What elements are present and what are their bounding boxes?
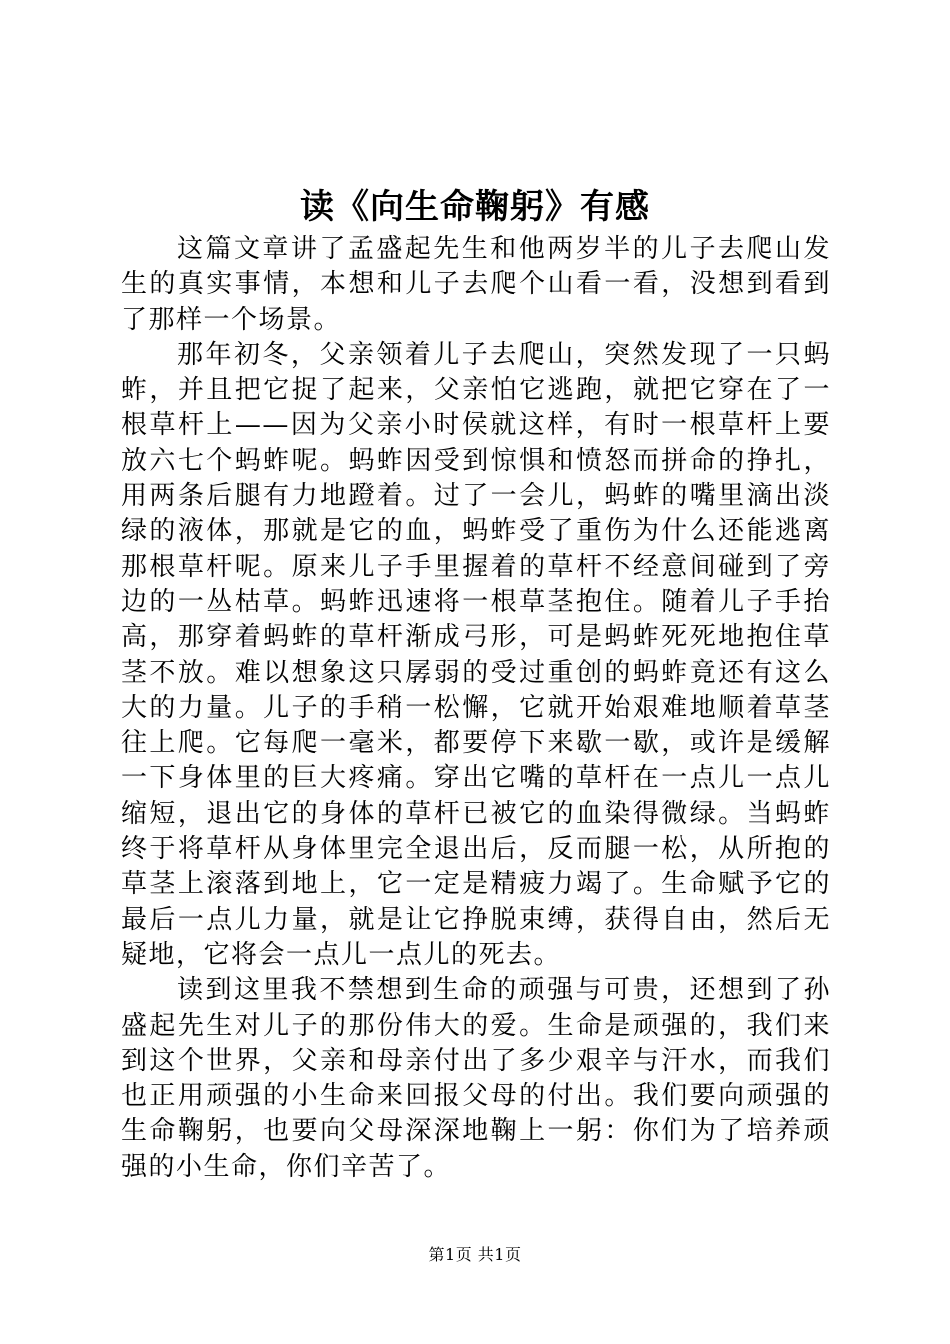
document-body <box>121 232 831 1185</box>
paragraph-reflection: 读到这里我不禁想到生命的顽强与可贵，还想到了孙盛起先生对儿子的那份伟大的爱。生命是顽强的，我们来到这个世界，父亲和母亲付出了多少艰辛与汗水，而我们也正用顽强的小生命来回报父母的付出。我们要向顽强的生命鞠躬，也要向父母深深地鞠上一躬：你们为了培养顽强的小生命，你们辛苦了。 <box>121 975 831 1182</box>
document-title: 读《向生命鞠躬》有感 <box>300 187 650 227</box>
paragraph-story: 那年初冬，父亲领着儿子去爬山，突然发现了一只蚂蚱，并且把它捉了起来，父亲怕它逃跑，就把它穿在了一根草杆上——因为父亲小时侯就这样，有时一根草杆上要放六七个蚂蚱呢。蚂蚱因受到惊惧和愤怒而拼命的挣扎，用两条后腿有力地蹬着。过了一会儿，蚂蚱的嘴里滴出淡绿的液体，那就是它的血，蚂蚱受了重伤为什么还能逃离那根草杆呢。原来儿子手里握着的草杆不经意间碰到了旁边的一丛枯草。蚂蚱迅速将一根草茎抱住。随着儿子手抬高，那穿着蚂蚱的草杆渐成弓形，可是蚂蚱死死地抱住草茎不放。难以想象这只孱弱的受过重创的蚂蚱竟还有这么大的力量。儿子的手稍一松懈，它就开始艰难地顺着草茎往上爬。它每爬一毫米，都要停下来歇一歇，或许是缓解一下身体里的巨大疼痛。穿出它嘴的草杆在一点儿一点儿缩短，退出它的身体的草杆已被它的血染得微绿。当蚂蚱终于将草杆从身体里完全退出后，反而腿一松，从所抱的草茎上滚落到地上，它一定是精疲力竭了。生命赋予它的最后一点儿力量，就是让它挣脱束缚，获得自由，然后无疑地，它将会一点儿一点儿的死去。 <box>121 339 831 970</box>
page-number-footer: 第1页 共1页 <box>428 1245 522 1264</box>
paragraph-intro: 这篇文章讲了孟盛起先生和他两岁半的儿子去爬山发生的真实事情，本想和儿子去爬个山看一看，没想到看到了那样一个场景。 <box>121 234 831 335</box>
